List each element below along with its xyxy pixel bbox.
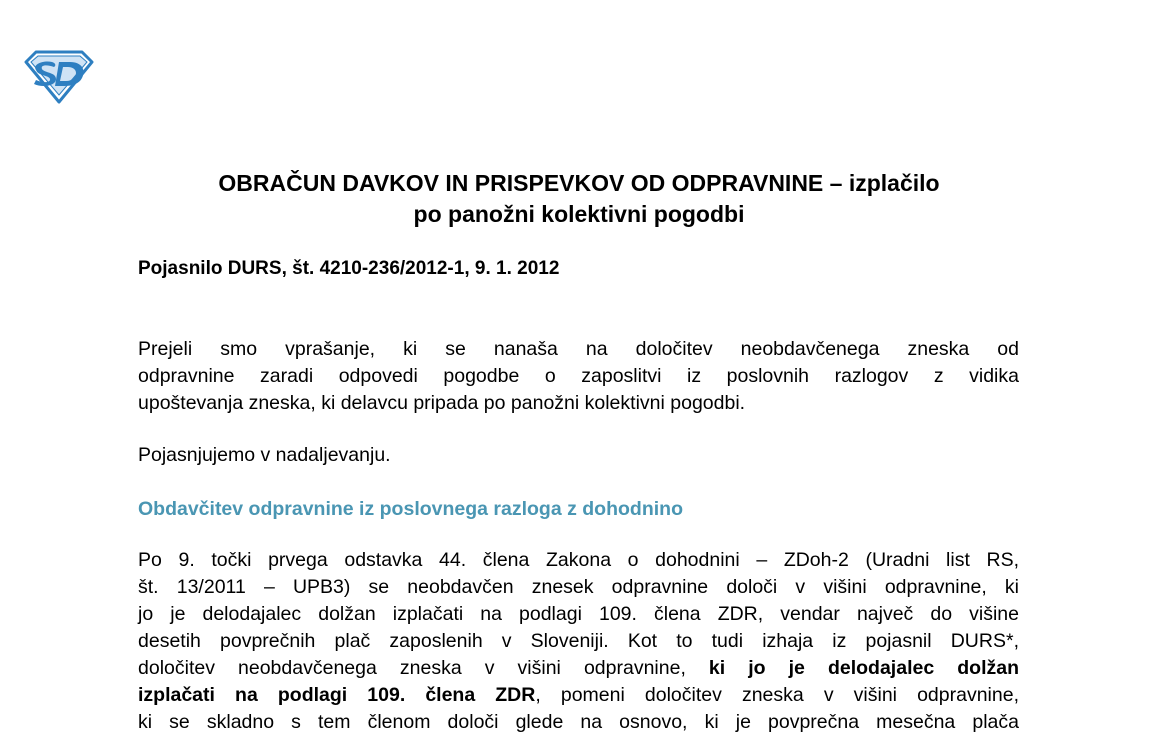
paragraph-intro — [138, 336, 1019, 417]
paragraph-line: Prejeli smo vprašanje, ki se nanaša na določitev neobdavčenega zneska od — [138, 338, 1019, 360]
document-subtitle: Pojasnilo DURS, št. 4210-236/2012-1, 9. 1. 2012 — [138, 258, 560, 279]
line-text: določitev neobdavčenega zneska v višini odpravnine, — [138, 657, 709, 679]
paragraph-line: Po 9. točki prvega odstavka 44. člena Zakona o dohodnini – ZDoh-2 (Uradni list RS, — [138, 549, 1019, 571]
paragraph-line: št. 13/2011 – UPB3) se neobdavčen znesek odpravnine določi v višini odpravnine, ki — [138, 576, 1019, 598]
paragraph-line: jo je delodajalec dolžan izplačati na podlagi 109. člena ZDR, vendar največ do višine — [138, 603, 1019, 625]
paragraph-continuation — [138, 442, 1019, 469]
bold-text: izplačati na podlagi 109. člena ZDR — [138, 684, 536, 706]
sd-shield-logo-icon — [22, 48, 96, 104]
line-text: , pomeni določitev zneska v višini odpravnine, — [535, 684, 1019, 706]
paragraph-line: odpravnine zaradi odpovedi pogodbe o zaposlitvi iz poslovnih razlogov z vidika — [138, 365, 1019, 387]
title-line-2: po panožni kolektivni pogodbi — [413, 201, 745, 227]
paragraph-line: desetih povprečnih plač zaposlenih v Sloveniji. Kot to tudi izhaja iz pojasnil DURS*, — [138, 630, 1019, 652]
title-line-1: OBRAČUN DAVKOV IN PRISPEVKOV OD ODPRAVNINE – izplačilo — [218, 170, 940, 196]
company-logo — [22, 48, 96, 104]
paragraph-line: Pojasnjujemo v nadaljevanju. — [138, 444, 391, 466]
paragraph-line: upoštevanja zneska, ki delavcu pripada po panožni kolektivni pogodbi. — [138, 392, 746, 414]
paragraph-taxation — [138, 547, 1019, 736]
paragraph-line-mixed — [138, 682, 1019, 709]
paragraph-line-mixed — [138, 655, 1019, 682]
bold-text: ki jo je delodajalec dolžan — [708, 657, 1019, 679]
section-heading: Obdavčitev odpravnine iz poslovnega razloga z dohodnino — [138, 498, 683, 520]
paragraph-line: ki se skladno s tem členom določi glede na osnovo, ki je povprečna mesečna plača — [138, 711, 1019, 733]
document-title — [130, 168, 1028, 230]
